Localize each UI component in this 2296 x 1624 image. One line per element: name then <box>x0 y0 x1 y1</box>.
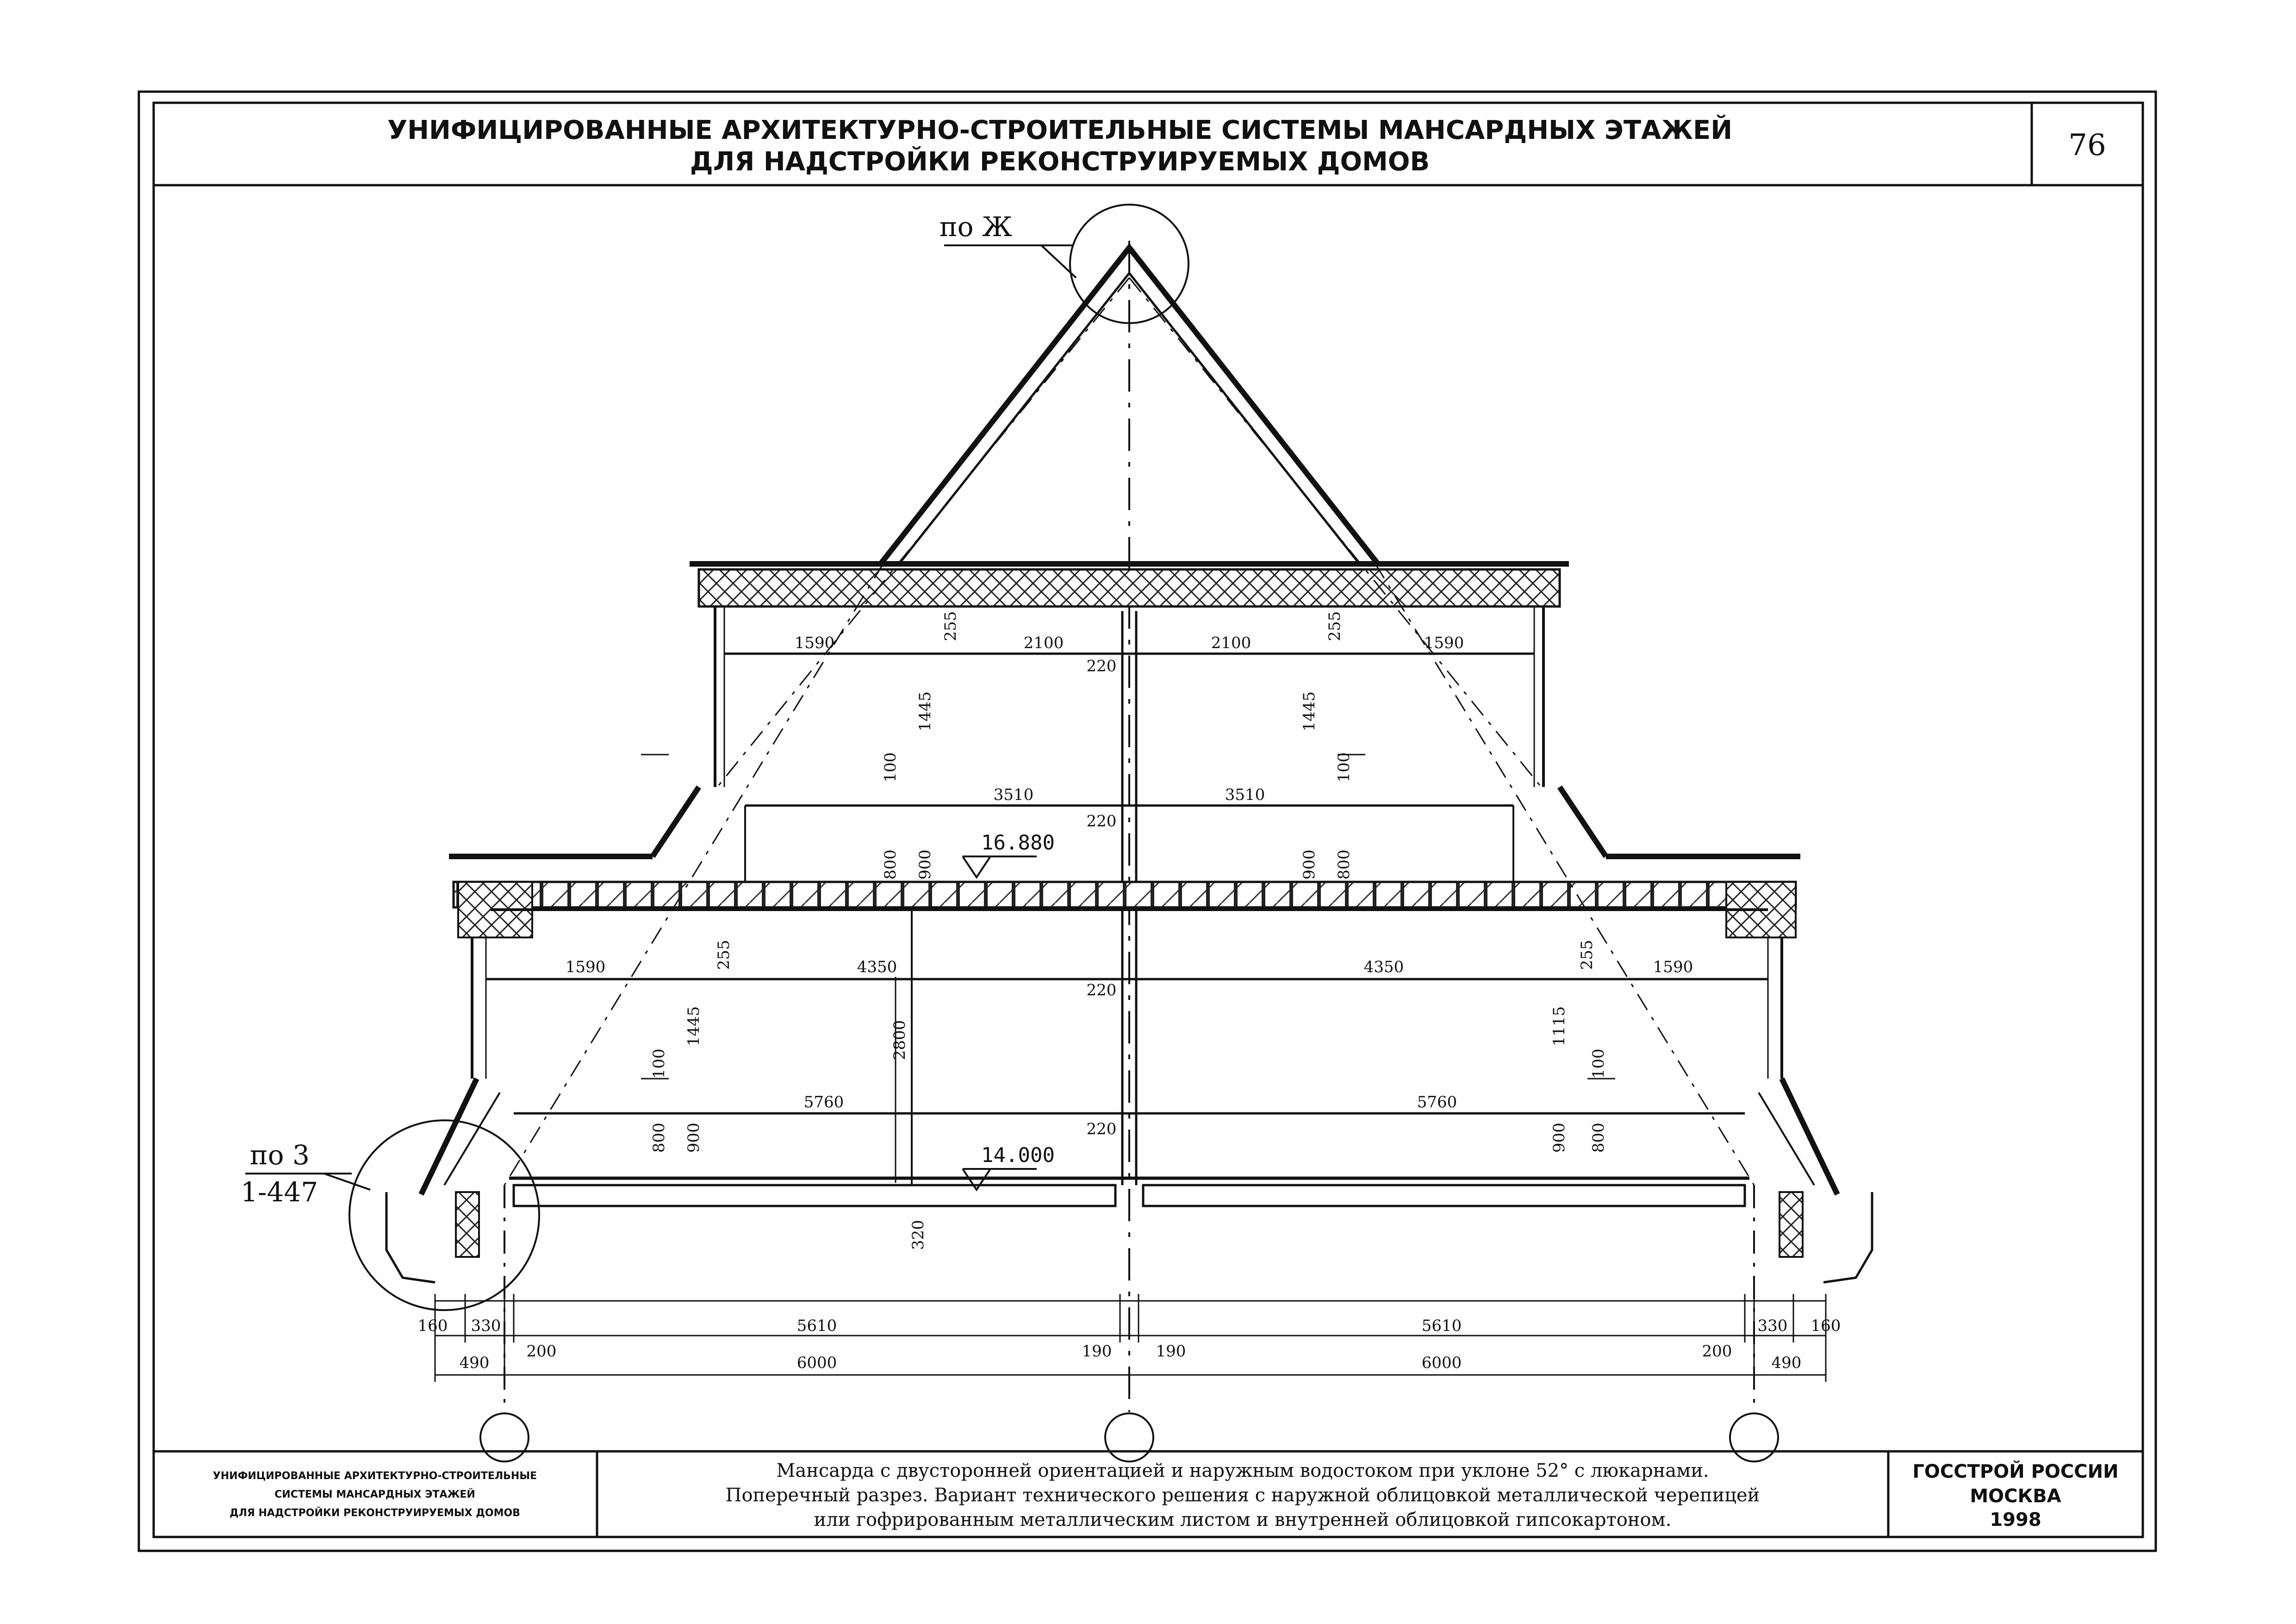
dim-main-sill-left: 100 <box>650 1049 668 1079</box>
gutter-right <box>1823 1192 1872 1282</box>
dim-attic-sill-left: 100 <box>881 752 900 782</box>
dim-attic-mid-right: 3510 <box>1225 786 1265 804</box>
axis-bubble-right <box>1730 1413 1778 1462</box>
elevation-marker-upper <box>963 856 1037 877</box>
eave-inner-left <box>444 1093 500 1185</box>
dim-bottom-160-right: 160 <box>1811 1317 1841 1335</box>
guide-dash-l2 <box>1129 278 1541 787</box>
dim-bottom-190-left: 190 <box>1082 1342 1112 1361</box>
dim-attic-upper-mid-right: 2100 <box>1211 634 1251 652</box>
dim-bottom-5610-right: 5610 <box>1421 1317 1462 1335</box>
dim-main-sill-right: 100 <box>1589 1049 1608 1079</box>
page-number: 76 <box>2068 128 2106 162</box>
dim-attic-low-left-a: 800 <box>881 849 900 880</box>
header-title-line1: УНИФИЦИРОВАННЫЕ АРХИТЕКТУРНО-СТРОИТЕЛЬНЫЕ СИСТЕМЫ МАНСАРДНЫХ ЭТАЖЕЙ <box>387 115 1733 145</box>
dim-main-upper-left: 1590 <box>565 958 606 976</box>
axis-bubble-left <box>480 1413 529 1462</box>
elevation-upper-label: 16.880 <box>981 831 1055 855</box>
dim-attic-mid-left: 3510 <box>993 786 1034 804</box>
dimension-lines <box>435 654 1826 1382</box>
title-block-left-line2: СИСТЕМЫ МАНСАРДНЫХ ЭТАЖЕЙ <box>274 1489 475 1500</box>
dim-attic-top-gap-left: 255 <box>941 611 960 641</box>
title-block-center-line3: или гофрированным металлическим листом и внутренней облицовкой гипсокартоном. <box>814 1509 1672 1530</box>
eave-callout-leader-2 <box>324 1174 370 1190</box>
dim-bottom-5610-left: 5610 <box>796 1317 837 1335</box>
dim-main-upper-mid-right: 4350 <box>1363 958 1404 976</box>
dim-bottom-490-left: 490 <box>459 1354 490 1372</box>
eave-inner-right <box>1759 1093 1814 1185</box>
floor-slab-left <box>514 1185 1115 1206</box>
header-title-line2: ДЛЯ НАДСТРОЙКИ РЕКОНСТРУИРУЕМЫХ ДОМОВ <box>690 147 1430 177</box>
dim-main-upper-mid-left: 4350 <box>857 958 897 976</box>
lower-roof-left <box>653 787 699 856</box>
dim-main-low-left-b: 900 <box>684 1123 703 1153</box>
title-block-left-line3: ДЛЯ НАДСТРОЙКИ РЕКОНСТРУИРУЕМЫХ ДОМОВ <box>230 1507 520 1519</box>
dim-bottom-6000-right: 6000 <box>1421 1354 1462 1372</box>
dim-bottom-490-right: 490 <box>1771 1354 1802 1372</box>
dim-main-mid-right: 5760 <box>1417 1093 1457 1112</box>
elevation-lower-label: 14.000 <box>981 1143 1055 1167</box>
gutter-left <box>386 1192 435 1282</box>
dim-attic-low-right-b: 800 <box>1335 849 1353 880</box>
upper-ceiling-slab <box>699 569 1560 606</box>
dim-main-gap-left: 255 <box>715 940 733 970</box>
dim-main-total-height: 2800 <box>890 1020 909 1060</box>
title-block-right-line2: МОСКВА <box>1970 1486 2061 1507</box>
section-drawing <box>245 205 1872 1462</box>
dim-attic-width-mark-1: 220 <box>1086 657 1117 675</box>
dim-attic-width-mark-2: 220 <box>1086 812 1117 831</box>
dim-attic-upper-right: 1590 <box>1424 634 1464 652</box>
dim-bottom-330-right: 330 <box>1757 1317 1788 1335</box>
floor-slab-right <box>1143 1185 1745 1206</box>
title-block-center-line1: Мансарда с двусторонней ориентацией и наружным водостоком при уклоне 52° с люкарнами. <box>776 1460 1709 1481</box>
dim-bottom-200-left: 200 <box>526 1342 557 1361</box>
dim-main-width-mark-2: 220 <box>1086 1120 1117 1138</box>
dim-bottom-160-left: 160 <box>417 1317 448 1335</box>
title-block-right-line3: 1998 <box>1990 1509 2041 1530</box>
dim-main-gap-right: 255 <box>1578 940 1596 970</box>
dim-bottom-330-left: 330 <box>471 1317 501 1335</box>
dim-main-height-right: 1115 <box>1550 1006 1568 1046</box>
dim-bottom-190-right: 190 <box>1156 1342 1186 1361</box>
dim-attic-height-right: 1445 <box>1300 691 1319 731</box>
ext-wall-left <box>456 1192 479 1257</box>
dim-main-upper-right: 1590 <box>1653 958 1693 976</box>
dim-attic-low-left-b: 900 <box>916 849 934 880</box>
dim-main-mid-left: 5760 <box>803 1093 844 1112</box>
title-block-right-line1: ГОССТРОЙ РОССИИ <box>1912 1461 2119 1482</box>
dim-bottom-6000-left: 6000 <box>796 1354 837 1372</box>
dim-attic-upper-left: 1590 <box>794 634 835 652</box>
lower-roof-right <box>1560 787 1606 856</box>
ridge-callout-label: по Ж <box>940 211 1013 243</box>
dim-attic-height-left: 1445 <box>916 691 934 731</box>
title-block-left-line1: УНИФИЦИРОВАННЫЕ АРХИТЕКТУРНО-СТРОИТЕЛЬНЫЕ <box>212 1470 537 1482</box>
eave-callout-label-bottom: 1-447 <box>241 1176 318 1208</box>
guide-dash-r1 <box>1375 562 1754 1185</box>
dim-main-low-left-a: 800 <box>650 1123 668 1153</box>
dim-main-height-left: 1445 <box>684 1006 703 1046</box>
guide-dash-l1 <box>504 562 884 1185</box>
dim-main-low-right-b: 800 <box>1589 1123 1608 1153</box>
eave-callout-label-top: по 3 <box>250 1139 310 1171</box>
axis-bubble-center <box>1105 1413 1153 1462</box>
dim-attic-low-right-a: 900 <box>1300 849 1319 880</box>
dim-main-width-mark-1: 220 <box>1086 981 1117 999</box>
mid-slab <box>454 882 1796 907</box>
dim-attic-upper-mid-left: 2100 <box>1023 634 1064 652</box>
dim-floor-thickness: 320 <box>909 1220 927 1250</box>
inner-frame <box>154 103 2143 1537</box>
dim-attic-top-gap-right: 255 <box>1325 611 1344 641</box>
dim-bottom-200-right: 200 <box>1702 1342 1732 1361</box>
title-block-center-line2: Поперечный разрез. Вариант технического решения с наружной облицовкой металлической черепицей <box>725 1485 1760 1506</box>
dim-attic-sill-right: 100 <box>1335 752 1353 782</box>
ext-wall-right <box>1780 1192 1803 1257</box>
dim-main-low-right-a: 900 <box>1550 1123 1568 1153</box>
